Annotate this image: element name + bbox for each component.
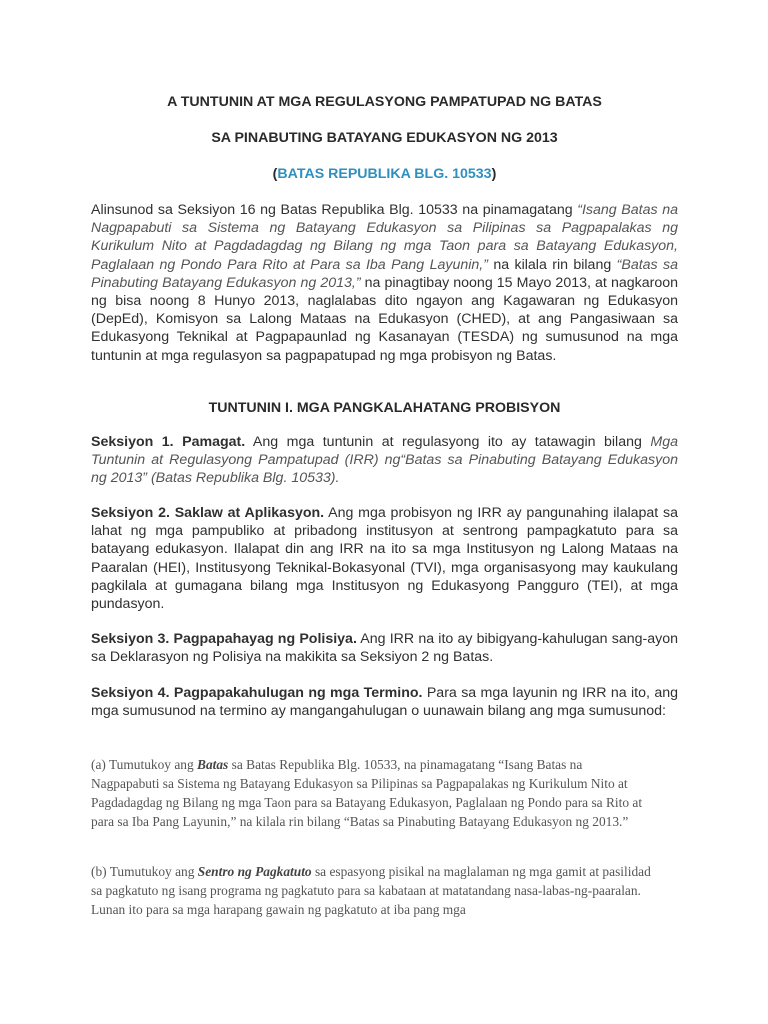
section-3-heading: Seksiyon 3. Pagpapahayag ng Polisiya. [91, 631, 357, 647]
section-4 [91, 684, 678, 720]
section-1 [91, 433, 678, 488]
section-1-text: Ang mga tuntunin at regulasyong ito ay tatawagin bilang [245, 434, 651, 450]
title-line-1: A TUNTUNIN AT MGA REGULASYONG PAMPATUPAD NG BATAS [167, 94, 602, 110]
rule-1-heading: TUNTUNIN I. MGA PANGKALAHATANG PROBISYON [208, 400, 561, 416]
definition-a [91, 755, 651, 831]
section-4-heading: Seksiyon 4. Pagpapakahulugan ng mga Termino. [91, 685, 423, 701]
section-2 [91, 504, 678, 613]
open-paren: ( [272, 166, 278, 182]
section-4-text: Para sa mga layunin ng IRR na ito, ang mga sumusunod na termino ay mangangahulugan o uunawain bilang ang mga sumusunod: [91, 685, 678, 720]
intro-b: “Isang Batas na Nagpapabuti sa Sistema ng Batayang Edukasyon sa Pilipinas sa Pagpapalakas ng Kurikulum Nito at Pagdadagdag ng Bilang ng mga Taon para sa Batayang Edukasyon, Paglalaan ng Pondo Para Rito at Para sa Iba Pang Layunin,” [91, 202, 678, 273]
definition-a-post: sa Batas Republika Blg. 10533, na pinamagatang “Isang Batas na Nagpapabuti sa Sistema ng Batayang Edukasyon sa Pilipinas sa Pagpapalakas ng Kurikulum Nito at Pagdadagdag ng Bilang ng mga Taon para sa Batayang Edukasyon, Paglalaan ng Pondo para sa Rito at para sa Iba Pang Layunin,” na kilala rin bilang “Batas sa Pinabuting Batayang Edukasyon ng 2013.” [91, 757, 643, 829]
intro-e: na pinagtibay noong 15 Mayo 2013, at nagkaroon ng bisa noong 8 Hunyo 2013, naglalabas dito ngayon ang Kagawaran ng Edukasyon (DepEd), Komisyon sa Lalong Mataas na Edukasyon (CHED), at ang Pangasiwaan sa Edukasyong Teknikal at Pagpapaunlad ng Kasanayan (TESDA) ng sumusunod na mga tuntunin at mga regulasyon sa pagpapatupad ng mga probisyon ng Batas. [91, 274, 678, 364]
section-1-italic: Mga Tuntunin at Regulasyong Pampatupad (IRR) ng“Batas sa Pinabuting Batayang Edukasyon ng 2013” (Batas Republika Blg. 10533). [91, 434, 678, 487]
definition-b-term: Sentro ng Pagkatuto [197, 864, 312, 879]
definition-b-post: sa espasyong pisikal na maglalaman ng mga gamit at pasilidad sa pagkatuto ng isang programa ng pagkatuto para sa kabataan at matatandang nasa-labas-ng-paaralan. Lunan ito para sa mga harapang gawain ng pagkatuto at iba pang mga [91, 864, 651, 917]
definition-b-pre: (b) Tumutukoy ang [91, 864, 198, 879]
section-3-text: Ang IRR na ito ay bibigyang-kahulugan sang-ayon sa Deklarasyon ng Polisiya na makikita sa Seksiyon 2 ng Batas. [91, 631, 678, 666]
definition-a-term: Batas [197, 757, 229, 772]
law-link[interactable]: BATAS REPUBLIKA BLG. 10533 [277, 166, 492, 182]
intro-paragraph [91, 201, 678, 365]
section-2-text: Ang mga probisyon ng IRR ay pangunahing ilalapat sa lahat ng mga pampubliko at pribadong institusyon at sentrong pampagkatuto para sa batayang edukasyon. Ilalapat din ang IRR na ito sa mga Institusyon ng Lalong Mataas na Paaralan (HEI), Institusyong Teknikal-Bokasyonal (TVI), mga organisasyong may kaukulang pagkilala at gumagana bilang mga Institusyon ng Edukasyong Pangguro (TEI), at mga pundasyon. [91, 505, 679, 613]
definition-a-pre: (a) Tumutukoy ang [91, 757, 198, 772]
intro-d: “Batas sa Pinabuting Batayang Edukasyon ng 2013,” [91, 256, 678, 291]
intro-a: Alinsunod sa Seksiyon 16 ng Batas Republika Blg. 10533 na pinamagatang [91, 202, 578, 218]
close-paren: ) [491, 166, 497, 182]
section-1-heading: Seksiyon 1. Pamagat. [91, 434, 246, 450]
definition-b [91, 862, 651, 919]
section-3 [91, 630, 678, 666]
section-2-heading: Seksiyon 2. Saklaw at Aplikasyon. [91, 505, 325, 521]
intro-c: na kilala rin bilang [487, 256, 617, 273]
title-line-2: SA PINABUTING BATAYANG EDUKASYON NG 2013 [211, 130, 558, 146]
title-line-3 [91, 166, 678, 182]
